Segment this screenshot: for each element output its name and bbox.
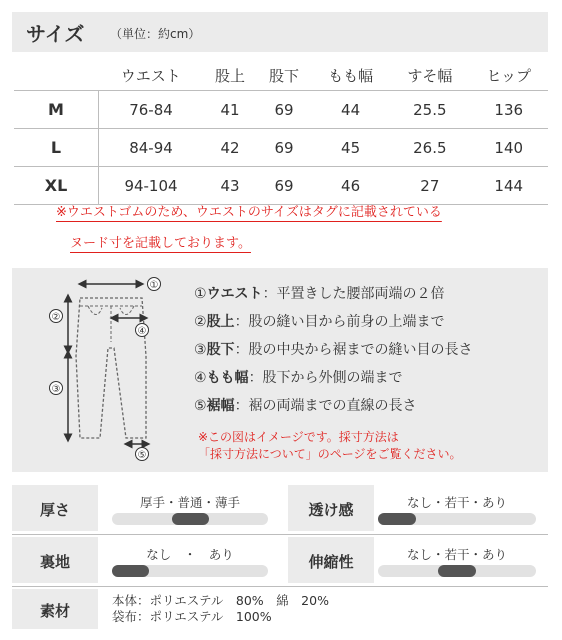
- table-row: [14, 91, 548, 129]
- waist-note-line1: ※ウエストゴムのため、ウエストのサイズはタグに記載されている: [56, 205, 442, 220]
- table-cell: 136: [469, 91, 548, 129]
- guide-num: ②: [194, 314, 207, 330]
- guide-desc: ：股下から外側の端まで: [248, 370, 403, 386]
- measurement-guide: [12, 268, 548, 472]
- stretch-label-cell: [288, 537, 374, 583]
- lining-label: 裏地: [39, 553, 70, 571]
- guide-item-waist: [194, 283, 445, 303]
- stretch-label: 伸縮性: [308, 553, 354, 571]
- guide-item-rise: [194, 311, 445, 331]
- guide-desc: ：裾の両端までの直線の長さ: [234, 398, 417, 414]
- table-cell: 76-84: [99, 91, 204, 129]
- marker-5: ⑤: [137, 450, 147, 461]
- marker-2: ②: [51, 312, 61, 323]
- material-label-cell: [12, 589, 98, 629]
- lining-label-cell: [12, 537, 98, 583]
- stretch-scale: [378, 565, 536, 577]
- column-header: すそ幅: [407, 66, 453, 85]
- guide-name: ウエスト: [206, 286, 263, 302]
- thickness-scale: [112, 513, 268, 525]
- size-table: [14, 60, 548, 205]
- lining-indicator: [112, 565, 149, 577]
- thickness-options: 厚手・普通・薄手: [139, 495, 240, 510]
- guide-num: ④: [194, 370, 207, 386]
- table-cell: 69: [257, 91, 311, 129]
- size-header: [12, 12, 548, 52]
- table-cell: 43: [203, 167, 257, 205]
- table-cell: 140: [469, 129, 548, 167]
- table-cell: 41: [203, 91, 257, 129]
- stretch-options: なし・若干・あり: [406, 547, 507, 562]
- material-label: 素材: [39, 602, 70, 620]
- guide-name: 股上: [206, 314, 235, 330]
- guide-desc: ：股の縫い目から前身の上端まで: [234, 314, 445, 330]
- size-label: XL: [14, 167, 99, 205]
- column-header: もも幅: [328, 66, 374, 85]
- guide-num: ③: [194, 342, 207, 358]
- marker-4: ④: [137, 326, 147, 337]
- lining-scale: [112, 565, 268, 577]
- size-table-header: [14, 60, 548, 91]
- size-label: M: [14, 91, 99, 129]
- table-cell: 84-94: [99, 129, 204, 167]
- table-cell: 27: [390, 167, 469, 205]
- table-cell: 45: [311, 129, 390, 167]
- guide-item-inseam: [194, 339, 473, 359]
- table-cell: 94-104: [99, 167, 204, 205]
- corner-cell: [14, 60, 99, 91]
- guide-num: ⑤: [194, 398, 207, 414]
- column-header: 股下: [268, 66, 299, 85]
- pants-diagram-icon: [42, 276, 172, 462]
- row-divider: [12, 586, 548, 587]
- size-label: L: [14, 129, 99, 167]
- lining-options: なし ・ あり: [146, 547, 234, 562]
- guide-item-hem: [194, 395, 417, 415]
- table-cell: 69: [257, 129, 311, 167]
- guide-name: 裾幅: [206, 398, 235, 414]
- guide-desc: ：平置きした腰部両端の２倍: [262, 286, 445, 302]
- size-title: サイズ: [26, 22, 85, 46]
- stretch-indicator: [438, 565, 476, 577]
- waist-note-line2: ヌード寸を記載しております。: [70, 236, 251, 251]
- table-row: [14, 129, 548, 167]
- table-cell: 44: [311, 91, 390, 129]
- table-cell: 144: [469, 167, 548, 205]
- transparency-label: 透け感: [308, 501, 354, 519]
- row-divider: [12, 534, 548, 535]
- column-header: ウエスト: [120, 66, 181, 85]
- marker-1: ①: [149, 280, 159, 291]
- transparency-options: なし・若干・あり: [406, 495, 507, 510]
- guide-name: 股下: [206, 342, 235, 358]
- thickness-label: 厚さ: [39, 501, 70, 519]
- guide-note-line1: ※この図はイメージです。採寸方法は: [198, 430, 399, 444]
- guide-name: もも幅: [206, 370, 249, 386]
- table-row: [14, 167, 548, 205]
- transparency-label-cell: [288, 485, 374, 531]
- table-cell: 46: [311, 167, 390, 205]
- material-pocket: 袋布：ポリエステル 100%: [112, 609, 272, 624]
- column-header: ヒップ: [486, 66, 532, 85]
- unit-label: （単位：約cm）: [110, 27, 201, 41]
- thickness-indicator: [172, 513, 209, 525]
- transparency-scale: [378, 513, 536, 525]
- guide-desc: ：股の中央から裾までの縫い目の長さ: [234, 342, 473, 358]
- marker-3: ③: [51, 384, 61, 395]
- guide-note-line2: 「採寸方法について」のページをご覧ください。: [198, 447, 462, 461]
- table-cell: 26.5: [390, 129, 469, 167]
- table-cell: 69: [257, 167, 311, 205]
- table-cell: 42: [203, 129, 257, 167]
- guide-item-thigh: [194, 367, 403, 387]
- table-cell: 25.5: [390, 91, 469, 129]
- guide-num: ①: [194, 286, 207, 302]
- transparency-indicator: [378, 513, 416, 525]
- column-header: 股上: [215, 66, 246, 85]
- feature-table: [12, 485, 548, 633]
- material-body: 本体：ポリエステル 80% 綿 20%: [112, 593, 329, 608]
- thickness-label-cell: [12, 485, 98, 531]
